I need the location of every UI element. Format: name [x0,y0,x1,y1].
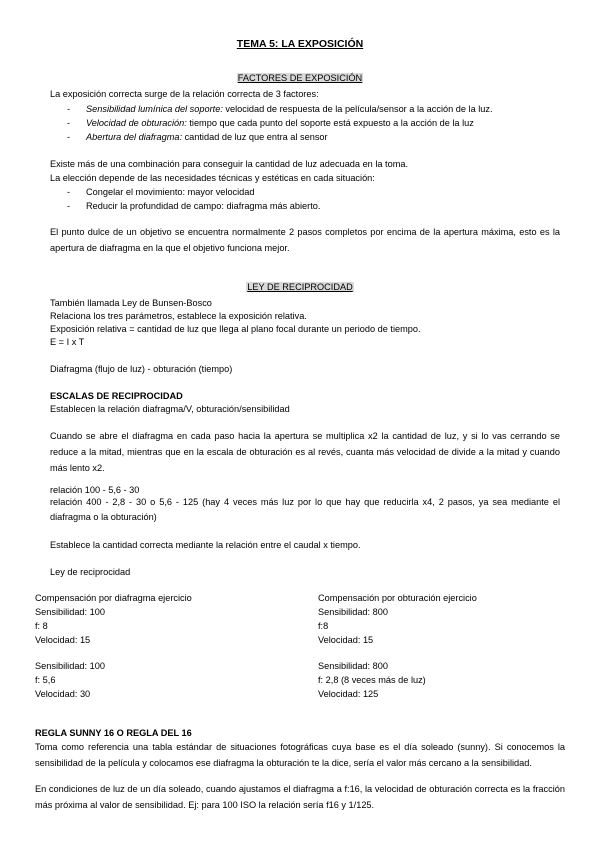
bullet-text: Congelar el movimiento: mayor velocidad [86,187,255,197]
ley-reciprocidad-label: Ley de reciprocidad [50,567,131,577]
diafragma-line: Diafragma (flujo de luz) - obturación (tiempo) [50,364,233,374]
comp-value: Sensibilidad: 100 [35,607,105,617]
dash-marker: - [67,118,71,128]
dash-marker: - [67,187,71,197]
compensacion-diafragma-title: Compensación por diafragma ejercicio [35,593,192,603]
comp-value: Velocidad: 15 [318,635,374,645]
compensacion-obturacion-title: Compensación por obturación ejercicio [318,593,477,603]
sunny-heading: REGLA SUNNY 16 O REGLA DEL 16 [35,728,192,738]
ley-line: Exposición relativa = cantidad de luz que llega al plano focal durante un periodo de tiempo. [50,324,421,334]
sunny-paragraph: En condiciones de luz de un día soleado, cuando ajustamos el diafragma a f:16, la velocidad de obturación correcta es la fracción más próxima al valor de sensibilidad. Ej: para 100 ISO la relación sería f16 y 1/125. [35,784,565,810]
comp-value: f:8 [318,621,329,631]
factores-paragraph: La elección depende de las necesidades técnicas y estéticas en cada situación: [50,173,375,183]
comp-value: f: 8 [35,621,48,631]
document-title: TEMA 5: LA EXPOSICIÓN [236,38,364,50]
relacion-line: relación 100 - 5,6 - 30 [50,485,140,495]
comp-value: Sensibilidad: 100 [35,661,105,671]
ley-formula: E = I x T [50,337,85,347]
comp-value: Velocidad: 30 [35,689,91,699]
factor-term: Velocidad de obturación: [86,118,187,128]
dash-marker: - [67,132,71,142]
factor-desc: tiempo que cada punto del soporte está expuesto a la acción de la luz [186,118,474,128]
comp-value: Velocidad: 125 [318,689,379,699]
factores-intro: La exposición correcta surge de la relación correcta de 3 factores: [50,89,319,99]
section-heading-factores [0,72,600,84]
dash-marker: - [67,201,71,211]
ley-heading-text: LEY DE RECIPROCIDAD [247,282,353,292]
comp-value: Velocidad: 15 [35,635,91,645]
ley-line: También llamada Ley de Bunsen-Bosco [50,298,212,308]
comp-value: f: 2,8 (8 veces más de luz) [318,675,426,685]
comp-value: f: 5,6 [35,675,56,685]
punto-dulce-paragraph: El punto dulce de un objetivo se encuentra normalmente 2 pasos completos por encima de la apertura máxima, esto es la apertura de diafragma en la que el objetivo funciona mejor. [50,227,560,253]
comp-value: Sensibilidad: 800 [318,661,388,671]
bullet-text: Reducir la profundidad de campo: diafragma más abierto. [86,201,321,211]
factores-heading-text: FACTORES DE EXPOSICIÓN [237,73,363,83]
establece-line: Establece la cantidad correcta mediante la relación entre el caudal x tiempo. [50,540,361,550]
relacion-line: relación 400 - 2,8 - 30 o 5,6 - 125 (hay 4 veces más luz por lo que hay que reducirla x4, 2 pasos, ya sea mediante el diafragma o la obturación) [50,497,560,522]
dash-marker: - [67,104,71,114]
escalas-heading: ESCALAS DE RECIPROCIDAD [50,391,183,401]
factor-desc: velocidad de respuesta de la película/sensor a la acción de la luz. [222,104,493,114]
factor-term: Sensibilidad lumínica del soporte: [86,104,223,114]
comp-value: Sensibilidad: 800 [318,607,388,617]
escalas-paragraph: Cuando se abre el diafragma en cada paso hacia la apertura se multiplica x2 la cantidad de luz, y si lo vas cerrando se reduce a la mitad, mientras que en la escala de obturación es al revés, cuanta más velocidad de divide a la mitad y cuando más lento x2. [50,431,560,473]
sunny-paragraph: Toma como referencia una tabla estándar de situaciones fotográficas cuya base es el día soleado (sunny). Si conocemos la sensibilidad de la película y colocamos ese diafragma la obturación te la dice, sería el valor más cercano a la sensibilidad. [35,742,565,768]
section-heading-ley [0,281,600,293]
factores-paragraph: Existe más de una combinación para conseguir la cantidad de luz adecuada en la toma. [50,159,409,169]
factor-desc: cantidad de luz que entra al sensor [182,132,328,142]
escalas-subtitle: Establecen la relación diafragma/V, obturación/sensibilidad [50,404,290,414]
factor-term: Abertura del diafragma: [86,132,183,142]
ley-line: Relaciona los tres parámetros, establece la exposición relativa. [50,311,307,321]
